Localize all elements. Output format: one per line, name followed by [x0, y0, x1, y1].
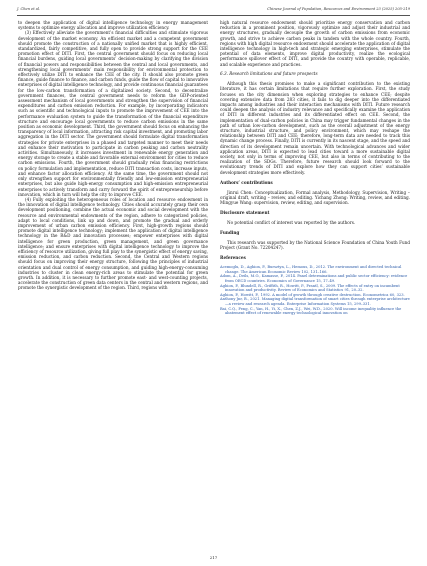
left-column: [18, 20, 208, 291]
page-number: 217: [209, 555, 218, 560]
reference-link[interactable]: Aghion, P., Howitt, P., 1992. A model of growth through creative destruction. Econometrica 60, 323.: [220, 292, 405, 297]
disclosure-heading: Disclosure statement: [220, 210, 270, 216]
contributions-text: Jinrui Chen: Conceptualization, Formal analysis, Methodology, Supervision, Writing – original draft, writing – review, and editing. Yichang Zhong: Writing, review, and editing. Mingyue Wang: supervision, review, editing, and supervision.: [220, 189, 410, 206]
disclosure-text: No potential conflict of interest was reported by the authors.: [227, 220, 356, 226]
running-header: [17, 7, 410, 15]
reference-item: [220, 265, 410, 274]
reference-link[interactable]: Anthony Jnr, B., 2021. Managing digital transformation of smart cities through enterprise architecture—a review and research agenda. Enterprise Information Systems 15, 299–331.: [220, 297, 410, 307]
reference-link[interactable]: Adom, A., Deils, M.O., Kamasse, P., 2014. Panel determinations and public sector efficiency: evidence from OECD countries. Economics of Governance 15, 17–49.: [220, 274, 408, 284]
header-authors: J. Chen et al.: [17, 7, 41, 11]
reference-link[interactable]: Acemoglu, D., Aghion, P., Bursztyn, L., Hemous, D., 2012. The environment and directed technical change. The American Economic Review 102, 131–166.: [220, 265, 402, 274]
paragraph: Although this thesis promises to make a significant contribution to the existing literature, it has certain limitations that require further exploration. First, the study focuses on the city dimension when exploring strategies to enhance CEE; despite covering extensive data from 283 cities, it fails to dig deeper into the differentiated impacts among industries and their interaction mechanisms with DITI. Future research could deepen the analysis of industry relevance and specifically examine the application of DITI in different industries and its differentiated effect on CEE. Second, the implementation of dual-carbon policies in China may trigger fundamental changes in the path of urban low-carbon development, such as the overall adjustment of the energy structure, industrial structure, and policy environment, which may reshape the relationship between DITI and CEE; therefore, long-term data are needed to track this dynamic change process. Finally, DITI is currently in its nascent stage, and the speed and direction of its development remain uncertain. With technological advances and wider application areas, DITI is expected to lead cities toward a more sustainable digital society, not only in terms of improving CEE, but also in terms of contributing to the realization of the SDGs. Therefore, future research should look forward to the evolutionary trends of DITI and explore how they can support cities’ sustainable development strategies more effectively.: [220, 81, 410, 175]
right-column: [220, 20, 410, 316]
header-journal: Chinese Journal of Population, Resources and Environment 23 (2025) 205-219: [267, 7, 410, 11]
reference-item: [220, 274, 410, 283]
reference-list: [220, 265, 410, 316]
funding-text: This research was supported by the National Science Foundation of China Youth Fund Project (Grant No. 72204247).: [220, 240, 410, 251]
paragraph: high natural resource endowment should prioritize energy conservation and carbon reduction in a prominent position, vigorously optimize and adjust their industrial and energy structures, gradually decouple the growth of carbon emissions from economic growth, and strive to achieve carbon peaks in tandem with the whole country. Fourth, regions with high digital resource endowment should accelerate the application of digital intelligence technology in high-tech and strategic emerging enterprises, stimulate the potential of data elements, improve digital productivity, realize the ecological performance spillover effect of DITI, and provide the country with operable, replicable, and scalable experience and practices.: [220, 20, 410, 67]
paragraph: to deepen the application of digital intelligence technology in energy management systems to optimize energy allocation and improve utilization efficiency.: [18, 20, 208, 31]
contributions-heading: Authors’ contributions: [220, 179, 273, 185]
reference-item: [220, 284, 410, 293]
section-heading: 6.3. Research limitations and future prospects: [220, 71, 318, 77]
reference-link[interactable]: Aghion, P., Blundell, R., Griffith, R., Howitt, P., Prantl, S., 2009. The effects of entry on incumbent innovation and productivity. Review of Economics and Statistics 91, 20–32.: [220, 283, 400, 293]
reference-item: [220, 307, 410, 316]
funding-heading: Funding: [220, 230, 240, 236]
paragraph: (4) Fully exploiting the heterogeneous roles of location and resource endowment in the innovation of digital intelligence technology. Cities should accurately grasp their own development positioning, combine the actual economic and social development with the resource and environmental endowments of the region, adhere to categorized policies, adapt to local conditions, link up and down, and promote the gradual and orderly improvement of urban carbon emission efficiency. First, high-growth regions should promote digital intelligence technology; implement the application of digital intelligence technology in the R&D and innovation processes; empower enterprises with digital intelligence for green production, green management, and green governance intelligence; and ensure enterprises with digital intelligence technology to improve the efficiency of resource utilization, giving full play to the synergistic effect of energy saving, emission reduction, and carbon reduction. Second, the Central and Western regions should focus on improving their energy structure, following the principles of industrial orientation and dual control of energy consumption, and guiding high-energy-consuming industries to cluster in clean energy-rich areas to stimulate the potential for green growth. In addition, it is necessary to further promote east- and west-counting projects, accelerate the construction of green data centers in the central and western regions, and promote the synergistic development of the region. Third, regions with: [18, 196, 208, 291]
header-rule: [17, 15, 410, 16]
reference-link[interactable]: Bai, C.Q., Feng, C., Yan, H., Yi, X., Chen, Z.J., Wei, W.D., 2020. Will income inequality influence the abatement effect of renewable energy technological innovation on: [220, 306, 402, 316]
references-heading: References: [220, 255, 246, 261]
paragraph: (3) Effectively alleviate the government’s financial difficulties and stimulate vigorous development of the market economy. An efficient market and a competent government should promote the construction of a nationally unified market that is highly efficient, standardized, fairly competitive, and fully open to provide strong support for the CEE promotion effect of DITI. First, the central government should focus on reducing local financial burdens, guiding local governments’ decision-making by clarifying the division of financial powers and responsibilities between the central and local governments, and strengthening local governments’ main responsibility for environmental protection to effectively utilize DITI to enhance the CEE of the city. It should also promote green finance, guide finance to finance, and carbon funds, guide the flow of capital to innovative enterprises of digital intelligence technology, and provide continuous financial guarantees for the low-carbon transformation of a digitalized society. Second, to decentralize government finances, the central government needs to reform the GDP-oriented assessment mechanism of local governments and strengthen the supervision of financial expenditures and carbon emission reduction. For example, by incorporating indicators such as scientific and technological inputs to promote the improvement of CEE into the performance evaluation system to guide the transformation of the financial expenditure structure and encourage local governments to reduce carbon emissions in the same position as economic development. Third, the government should focus on enhancing the transparency of local information, attracting risk capital investment, and promoting labor aggregation in the DITI sector. The government should formulate digital transformation strategies for private enterprises in a phased and targeted manner to meet their needs and enhance their motivation to participate in carbon peaking and carbon neutrality activities. Simultaneously, it increases investment in renewable energy generation and energy storage to create a stable and favorable external environment for cities to reduce carbon emissions. Fourth, the government should gradually relax financing restrictions on policy formulation and implementation, reduce DITI transaction costs, increase inputs, and enhance factor allocation efficiency. At the same time, the government should not only strengthen support for environmentally friendly and low-emission entrepreneurial enterprises, but also guide high-energy consumption and high-emission entrepreneurial enterprises to actively transform and carry forward the spirit of entrepreneurship before innovation, which in turn will help the city to improve CEE.: [18, 30, 208, 197]
reference-item: [220, 297, 410, 306]
